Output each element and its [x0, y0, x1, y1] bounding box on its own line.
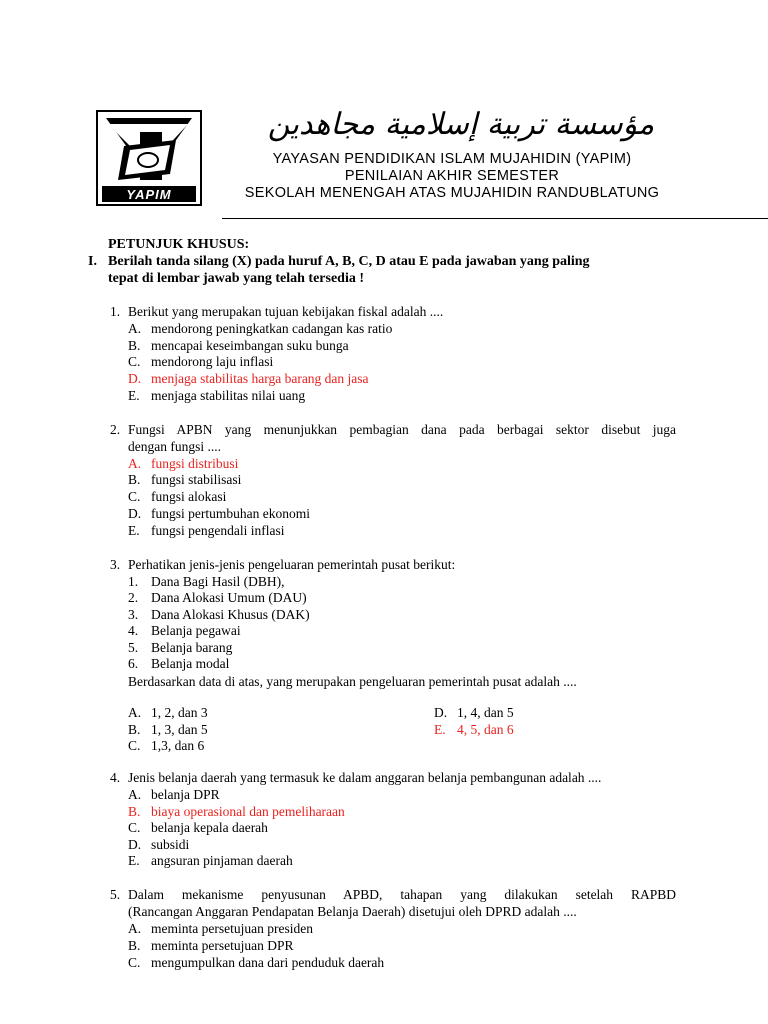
option-letter: A.	[128, 921, 142, 936]
option-letter: D.	[128, 837, 142, 852]
option-text: meminta persetujuan presiden	[151, 921, 313, 936]
list-item: Dana Bagi Hasil (DBH),	[151, 574, 285, 589]
question-stem: Berikut yang merupakan tujuan kebijakan fiskal adalah ....	[128, 304, 444, 319]
option-letter: C.	[128, 489, 141, 504]
arabic-text: مؤسسة تربية إسلامية مجاهدين	[267, 107, 655, 142]
list-number: 4.	[128, 623, 139, 638]
question-number: 2.	[110, 422, 121, 437]
question-stem-cont: (Rancangan Anggaran Pendapatan Belanja Daerah) disetujui oleh DPRD adalah ....	[128, 904, 577, 919]
question-number: 1.	[110, 304, 121, 319]
option-text: mengumpulkan dana dari penduduk daerah	[151, 955, 385, 970]
option-text: fungsi alokasi	[151, 489, 227, 504]
option-text: mendorong laju inflasi	[151, 354, 274, 369]
list-item: Belanja barang	[151, 640, 233, 655]
option-letter: B.	[128, 338, 141, 353]
option-text: fungsi pertumbuhan ekonomi	[151, 506, 310, 521]
question-stem: Jenis belanja daerah yang termasuk ke dalam anggaran belanja pembangunan adalah ....	[128, 770, 602, 785]
option-letter-answer: A.	[128, 456, 142, 471]
option-text: mencapai keseimbangan suku bunga	[151, 338, 349, 353]
option-letter: A.	[128, 787, 142, 802]
question-number: 3.	[110, 557, 121, 572]
option-letter: C.	[128, 354, 141, 369]
option-letter: B.	[128, 722, 141, 737]
option-letter: A.	[128, 321, 142, 336]
option-text: belanja kepala daerah	[151, 820, 268, 835]
option-letter: C.	[128, 955, 141, 970]
option-letter: D.	[128, 506, 142, 521]
exam-name: PENILAIAN AKHIR SEMESTER	[344, 168, 560, 184]
option-text: fungsi pengendali inflasi	[151, 523, 285, 538]
option-letter: E.	[128, 523, 140, 538]
option-letter: E.	[128, 388, 140, 403]
list-number: 1.	[128, 574, 139, 589]
option-text: 1, 2, dan 3	[151, 705, 208, 720]
option-text: fungsi stabilisasi	[151, 472, 242, 487]
list-number: 3.	[128, 607, 139, 622]
option-letter-answer: D.	[128, 371, 142, 386]
instructions-line1: Berilah tanda silang (X) pada huruf A, B, C, D atau E pada jawaban yang paling	[108, 254, 590, 269]
option-letter: D.	[434, 705, 448, 720]
list-item: Dana Alokasi Khusus (DAK)	[151, 607, 310, 622]
option-text-answer: fungsi distribusi	[151, 456, 239, 471]
question-followup: Berdasarkan data di atas, yang merupakan pengeluaran pemerintah pusat adalah ....	[128, 674, 577, 689]
question-stem: Perhatikan jenis-jenis pengeluaran pemerintah pusat berikut:	[128, 557, 456, 572]
option-text: angsuran pinjaman daerah	[151, 853, 293, 868]
list-item: Belanja pegawai	[151, 623, 241, 638]
option-letter-answer: B.	[128, 804, 141, 819]
logo-text: YAPIM	[126, 187, 172, 202]
school-foundation: YAYASAN PENDIDIKAN ISLAM MUJAHIDIN (YAPIM)	[272, 151, 632, 167]
option-text: 1, 3, dan 5	[151, 722, 208, 737]
question-stem: Dalam mekanisme penyusunan APBD, tahapan yang dilakukan setelah RAPBD	[128, 887, 676, 902]
option-text-answer: biaya operasional dan pemeliharaan	[151, 804, 345, 819]
option-letter: C.	[128, 820, 141, 835]
option-letter: B.	[128, 472, 141, 487]
section-number: I.	[88, 254, 97, 269]
question-number: 5.	[110, 887, 121, 902]
option-text: belanja DPR	[151, 787, 220, 802]
option-text: 1, 4, dan 5	[457, 705, 514, 720]
list-item: Belanja modal	[151, 656, 230, 671]
option-letter: E.	[128, 853, 140, 868]
list-item: Dana Alokasi Umum (DAU)	[151, 590, 307, 605]
header-divider	[222, 218, 768, 219]
option-text: meminta persetujuan DPR	[151, 938, 294, 953]
list-number: 6.	[128, 656, 139, 671]
option-text-answer: menjaga stabilitas harga barang dan jasa	[151, 371, 369, 386]
instructions-title: PETUNJUK KHUSUS:	[108, 237, 250, 252]
option-letter-answer: E.	[434, 722, 446, 737]
option-letter: B.	[128, 938, 141, 953]
option-text: subsidi	[151, 837, 190, 852]
option-text: menjaga stabilitas nilai uang	[151, 388, 306, 403]
option-text-answer: 4, 5, dan 6	[457, 722, 514, 737]
school-name: SEKOLAH MENENGAH ATAS MUJAHIDIN RANDUBLATUNG	[244, 185, 660, 201]
option-text: 1,3, dan 6	[151, 738, 205, 753]
question-stem-cont: dengan fungsi ....	[128, 439, 221, 454]
option-letter: A.	[128, 705, 142, 720]
list-number: 2.	[128, 590, 139, 605]
instructions-line2: tepat di lembar jawab yang telah tersedia !	[108, 271, 364, 286]
question-number: 4.	[110, 770, 121, 785]
arabic-title	[218, 100, 704, 146]
list-number: 5.	[128, 640, 139, 655]
option-text: mendorong peningkatkan cadangan kas ratio	[151, 321, 393, 336]
option-letter: C.	[128, 738, 141, 753]
question-stem: Fungsi APBN yang menunjukkan pembagian dana pada berbagai sektor disebut juga	[128, 422, 676, 437]
